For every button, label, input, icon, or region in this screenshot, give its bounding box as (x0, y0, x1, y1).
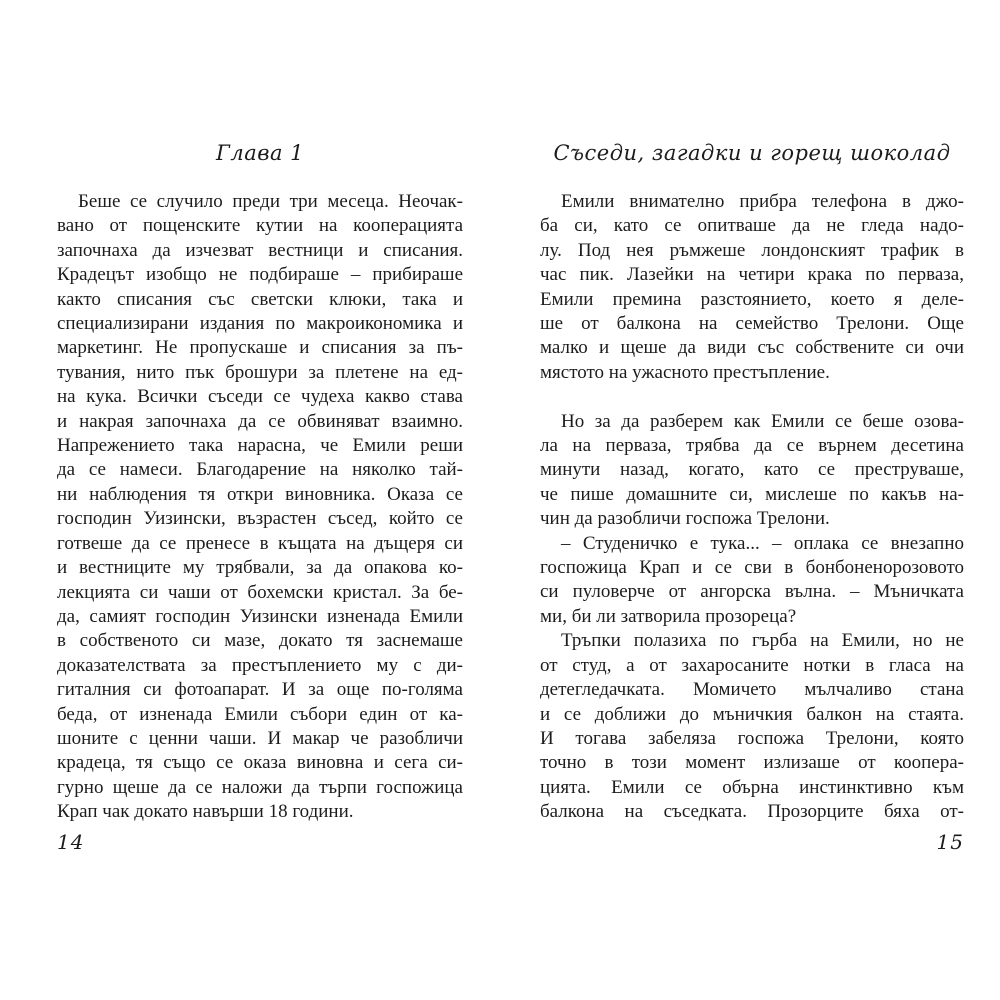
paragraph (540, 410, 964, 532)
text-line: Но за да разберем как Емили се беше озова- (561, 410, 964, 432)
text-line: ла на перваза, трябва да се върнем десетина (540, 435, 964, 457)
paragraph (57, 190, 463, 825)
paragraph (540, 532, 964, 630)
text-line: господин Уизински, възрастен съсед, който се (57, 508, 463, 530)
paragraph (540, 190, 964, 385)
text-line: детегледачката. Момичето мълчаливо стана (540, 679, 964, 701)
text-line: Крадецът изобщо не подбираше – прибираше (57, 264, 463, 286)
text-line: тувания, нито пък брошури за плетене на ед- (57, 361, 463, 383)
text-line: лекцията си чаши от бохемски кристал. За бе- (57, 581, 463, 603)
text-line: точно в този момент излизаше от коопера- (540, 752, 964, 774)
chapter-header: Глава 1 (215, 141, 305, 165)
text-line: – Студеничко е тука... – оплака се внезапно (561, 532, 964, 554)
text-line: лу. Под нея ръмжеше лондонският трафик в (540, 239, 964, 261)
text-line: готвеше да се пренесе в къщата на дъщеря си (57, 532, 463, 554)
text-line: маркетинг. Не пропускаше и списания за пъ- (57, 337, 463, 359)
text-line: гурно щеше да се наложи да търпи госпожица (57, 776, 463, 798)
text-line: чин да разобличи госпожа Трелони. (540, 508, 830, 530)
text-line: Тръпки полазиха по гърба на Емили, но не (561, 630, 964, 652)
text-line: беда, от изненада Емили събори един от ка- (57, 703, 463, 725)
text-line: И тогава забеляза госпожа Трелони, която (540, 727, 964, 749)
text-line: балкона на съседката. Прозорците бяха от- (540, 801, 964, 823)
running-header: Съседи, загадки и горещ шоколад (553, 141, 951, 165)
text-line: гиталния си фотоапарат. И за още по-голяма (57, 679, 463, 701)
right-page (540, 140, 964, 854)
text-line: крадеца, тя също се оказа виновна и сега си- (57, 752, 463, 774)
right-page-body (540, 190, 964, 825)
text-line: ше от балкона на семейство Трелони. Още (540, 313, 964, 335)
text-line: малко и щеше да види със собствените си очи (540, 337, 964, 359)
text-line: и вестниците му трябвали, за да опакова ко- (57, 557, 463, 579)
page-number-right: 15 (936, 830, 964, 854)
text-line: в собственото си мазе, докато тя заснемаше (57, 630, 463, 652)
text-line: и се доближи до мъничкия балкон на стаята. (540, 703, 964, 725)
text-line: започнаха да изчезват вестници и списания. (57, 239, 463, 261)
page-number-left: 14 (57, 830, 85, 854)
text-line: да се намеси. Благодарение на няколко тай- (57, 459, 463, 481)
text-line: Емили внимателно прибра телефона в джо- (561, 191, 964, 212)
text-line: Беше се случило преди три месеца. Неочак- (78, 191, 463, 212)
text-line: минути назад, когато, като се преструваше, (540, 459, 964, 481)
text-line: ба си, като се опитваше да не гледа надо- (540, 215, 964, 237)
text-line: и накрая започнаха да се обвиняват взаимно. (57, 410, 463, 432)
text-line: на кука. Всички съседи се чудеха какво става (57, 386, 463, 408)
text-line: вано от пощенските кутии на кооперацията (57, 215, 463, 237)
text-line: мястото на ужасното престъпление. (540, 361, 830, 383)
text-line: си пуловерче от ангорска вълна. – Мъничката (540, 581, 964, 603)
text-line: шоните с ценни чаши. И макар че разобличи (57, 727, 463, 749)
text-line: както списания със светски клюки, така и (57, 288, 463, 310)
text-line: час пик. Лазейки на четири крака по перваза, (540, 264, 964, 286)
text-line: Крап чак докато навърши 18 години. (57, 801, 354, 823)
text-line: да, самият господин Уизински изненада Емили (57, 605, 463, 627)
text-line: че пише домашните си, мислеше по какъв на- (540, 483, 964, 505)
text-line: госпожица Крап и се сви в бонбоненорозовото (540, 557, 964, 579)
text-line: Емили премина разстоянието, което я деле- (540, 288, 964, 310)
left-page-body (57, 190, 463, 825)
text-line: ми, би ли затворила прозореца? (540, 605, 797, 627)
paragraph (540, 629, 964, 824)
text-line: специализирани издания по макроикономика и (57, 313, 463, 335)
left-page (57, 140, 463, 854)
text-line: от студ, а от захаросаните нотки в гласа на (540, 654, 964, 676)
text-line: ни наблюдения тя откри виновника. Оказа се (57, 483, 463, 505)
text-line: доказателствата за престъплението му с ди- (57, 654, 463, 676)
text-line: Напрежението така нарасна, че Емили реши (57, 435, 463, 457)
text-line: цията. Емили се обърна инстинктивно към (540, 776, 964, 798)
